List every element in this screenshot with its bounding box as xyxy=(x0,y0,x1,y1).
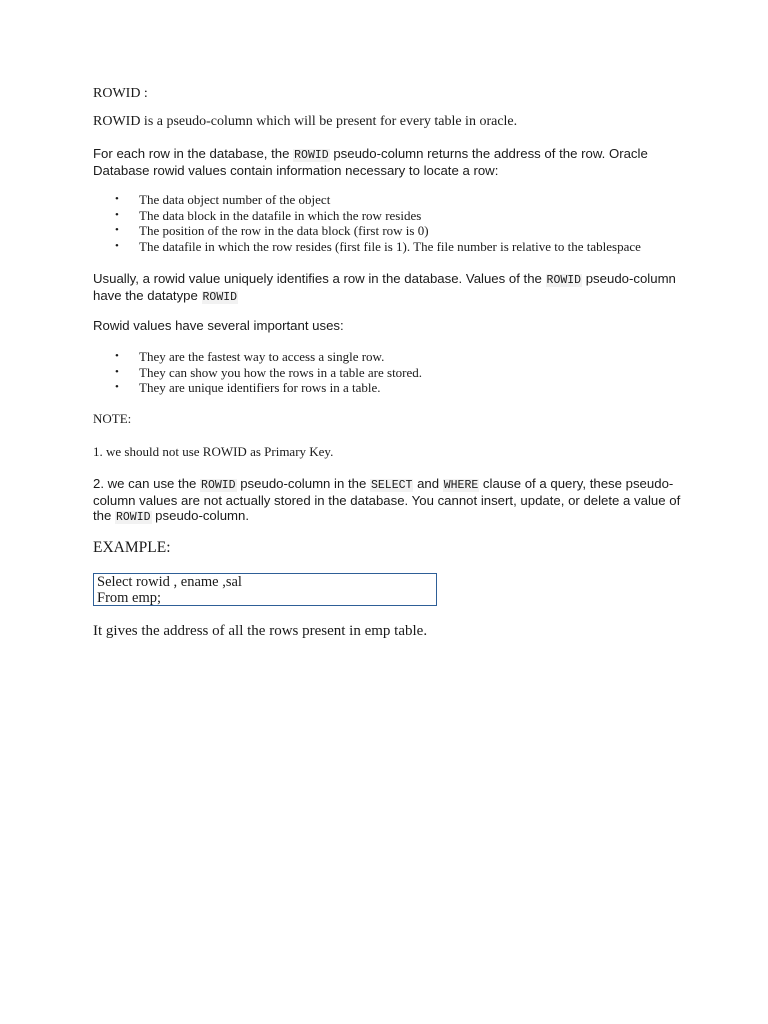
text-segment: clause of a query, these pseudo-column values are not actually stored in the database. You cannot insert, update, or delete a value of the xyxy=(93,476,681,523)
section-heading: ROWID : xyxy=(93,86,148,101)
code-line: From emp; xyxy=(97,590,162,606)
text-segment: and xyxy=(413,476,443,491)
code-line: Select rowid , ename ,sal xyxy=(97,574,242,590)
code-example-box xyxy=(93,573,437,606)
note-item-2 xyxy=(93,476,683,525)
note-label: NOTE: xyxy=(93,411,132,426)
paragraph-rowid-uniqueness xyxy=(93,271,683,305)
inline-code: ROWID xyxy=(201,479,236,492)
note-item-1: 1. we should not use ROWID as Primary Key. xyxy=(93,444,334,459)
rowid-uses-list xyxy=(93,349,422,396)
paragraph-rowid-description xyxy=(93,146,683,178)
inline-code: ROWID xyxy=(116,511,151,524)
text-segment: For each row in the database, the xyxy=(93,146,294,161)
text-segment: pseudo-column returns the address of the row. Oracle Database rowid values contain information necessary to locate a row: xyxy=(93,146,648,178)
list-item: • The position of the row in the data block (first row is 0) xyxy=(93,223,641,239)
example-explanation: It gives the address of all the rows present in emp table. xyxy=(93,623,428,639)
text-segment: pseudo-column. xyxy=(151,508,250,523)
text-segment: pseudo-column in the xyxy=(236,476,370,491)
text-segment: pseudo-column have the datatype xyxy=(93,271,676,303)
text-segment: Usually, a rowid value uniquely identifies a row in the database. Values of the xyxy=(93,271,546,286)
list-item: • The datafile in which the row resides (first file is 1). The file number is relative to the tablespace xyxy=(93,239,641,255)
list-item: • They are the fastest way to access a single row. xyxy=(93,349,422,365)
list-item: • They are unique identifiers for rows in a table. xyxy=(93,380,422,396)
rowid-components-list xyxy=(93,192,641,254)
inline-code: ROWID xyxy=(546,274,582,287)
text-segment: 2. we can use the xyxy=(93,476,201,491)
inline-code: ROWID xyxy=(294,149,329,162)
inline-code: WHERE xyxy=(443,479,479,492)
list-item: • The data block in the datafile in which the row resides xyxy=(93,208,641,224)
inline-code: SELECT xyxy=(370,479,413,492)
list-item: • The data object number of the object xyxy=(93,192,641,208)
paragraph-rowid-uses: Rowid values have several important uses: xyxy=(93,318,344,333)
intro-text: ROWID is a pseudo-column which will be present for every table in oracle. xyxy=(93,114,518,129)
example-label: EXAMPLE: xyxy=(93,539,171,556)
inline-code: ROWID xyxy=(202,291,238,304)
list-item: • They can show you how the rows in a table are stored. xyxy=(93,365,422,381)
